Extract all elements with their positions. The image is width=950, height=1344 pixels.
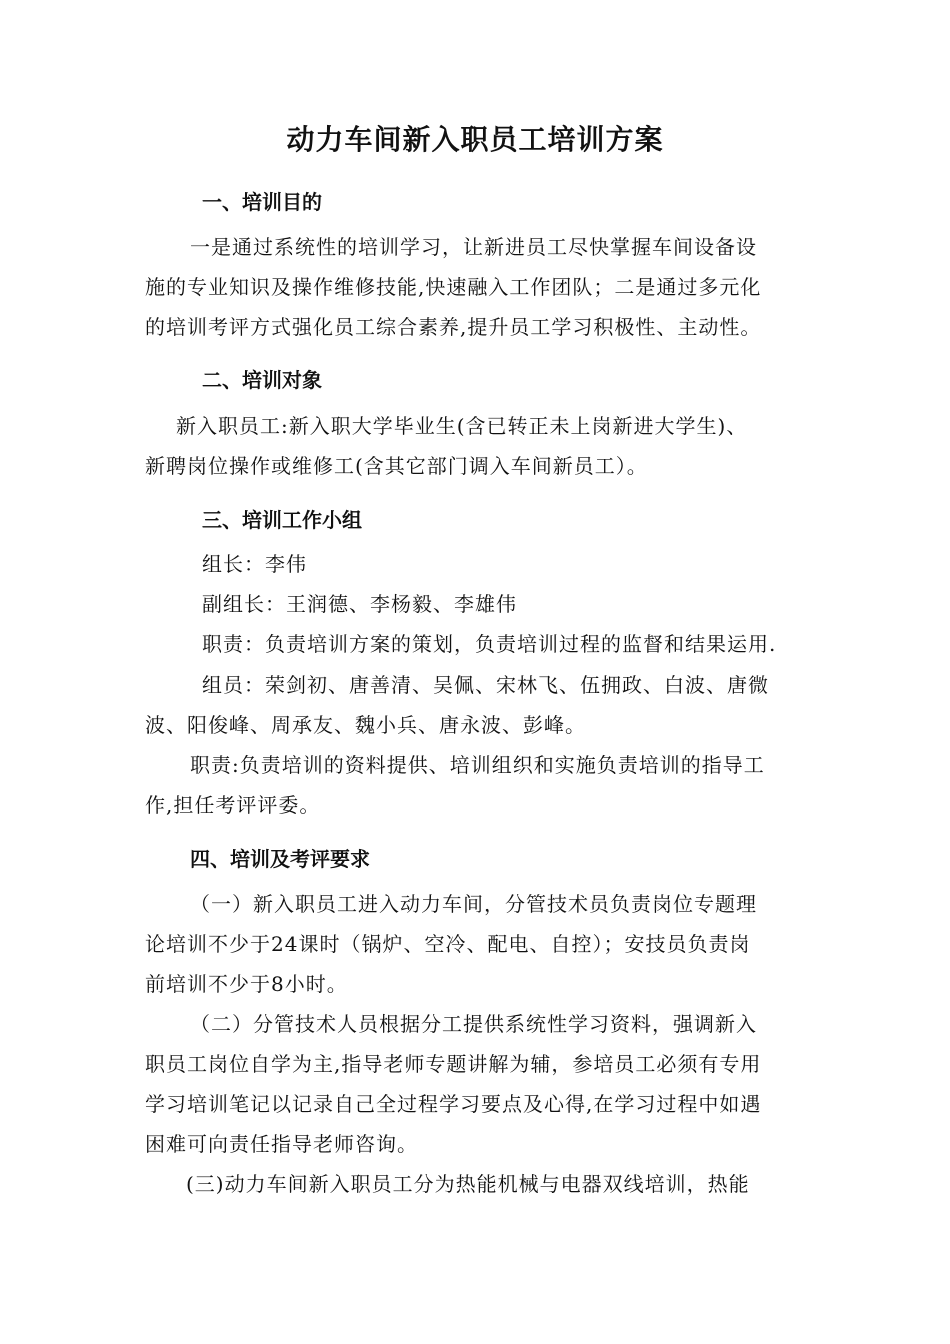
members-line: 组员：荣剑初、唐善清、吴佩、宋林飞、伍拥政、白波、唐微 <box>202 673 769 697</box>
leader-duty-line: 职责：负责培训方案的策划，负责培训过程的监督和结果运用. <box>202 632 777 656</box>
paragraph-line: 职员工岗位自学为主,指导老师专题讲解为辅，参培员工必须有专用 <box>145 1052 762 1076</box>
members-line: 波、阳俊峰、周承友、魏小兵、唐永波、彭峰。 <box>145 713 586 737</box>
section-heading-team: 三、培训工作小组 <box>202 508 362 532</box>
deputy-leader-line: 副组长：王润德、李杨毅、李雄伟 <box>202 592 517 616</box>
document-title: 动力车间新入职员工培训方案 <box>286 123 664 156</box>
paragraph-line: 论培训不少于24课时（锅炉、空冷、配电、自控）；安技员负责岗 <box>145 932 751 956</box>
paragraph-line: 困难可向责任指导老师咨询。 <box>145 1132 418 1156</box>
section-heading-requirements: 四、培训及考评要求 <box>190 847 370 871</box>
paragraph-line: 一是通过系统性的培训学习，让新进员工尽快掌握车间设备设 <box>190 235 757 259</box>
paragraph-line: （一）新入职员工进入动力车间，分管技术员负责岗位专题理 <box>190 892 757 916</box>
paragraph-line: 施的专业知识及操作维修技能,快速融入工作团队；二是通过多元化 <box>145 275 762 299</box>
paragraph-line: (三)动力车间新入职员工分为热能机械与电器双线培训，热能 <box>186 1172 750 1196</box>
paragraph-line: 学习培训笔记以记录自己全过程学习要点及心得,在学习过程中如遇 <box>145 1092 762 1116</box>
member-duty-line: 职责:负责培训的资料提供、培训组织和实施负责培训的指导工 <box>190 753 765 777</box>
paragraph-line: （二）分管技术人员根据分工提供系统性学习资料，强调新入 <box>190 1012 757 1036</box>
paragraph-line: 新聘岗位操作或维修工(含其它部门调入车间新员工）。 <box>145 454 648 478</box>
section-heading-purpose: 一、培训目的 <box>202 190 322 214</box>
paragraph-line: 新入职员工:新入职大学毕业生(含已转正未上岗新进大学生)、 <box>176 414 748 438</box>
member-duty-line: 作,担任考评评委。 <box>145 793 321 817</box>
paragraph-line: 的培训考评方式强化员工综合素养,提升员工学习积极性、主动性。 <box>145 315 762 339</box>
paragraph-line: 前培训不少于8小时。 <box>145 972 348 996</box>
section-heading-target: 二、培训对象 <box>202 368 322 392</box>
team-leader-line: 组长：李伟 <box>202 552 307 576</box>
